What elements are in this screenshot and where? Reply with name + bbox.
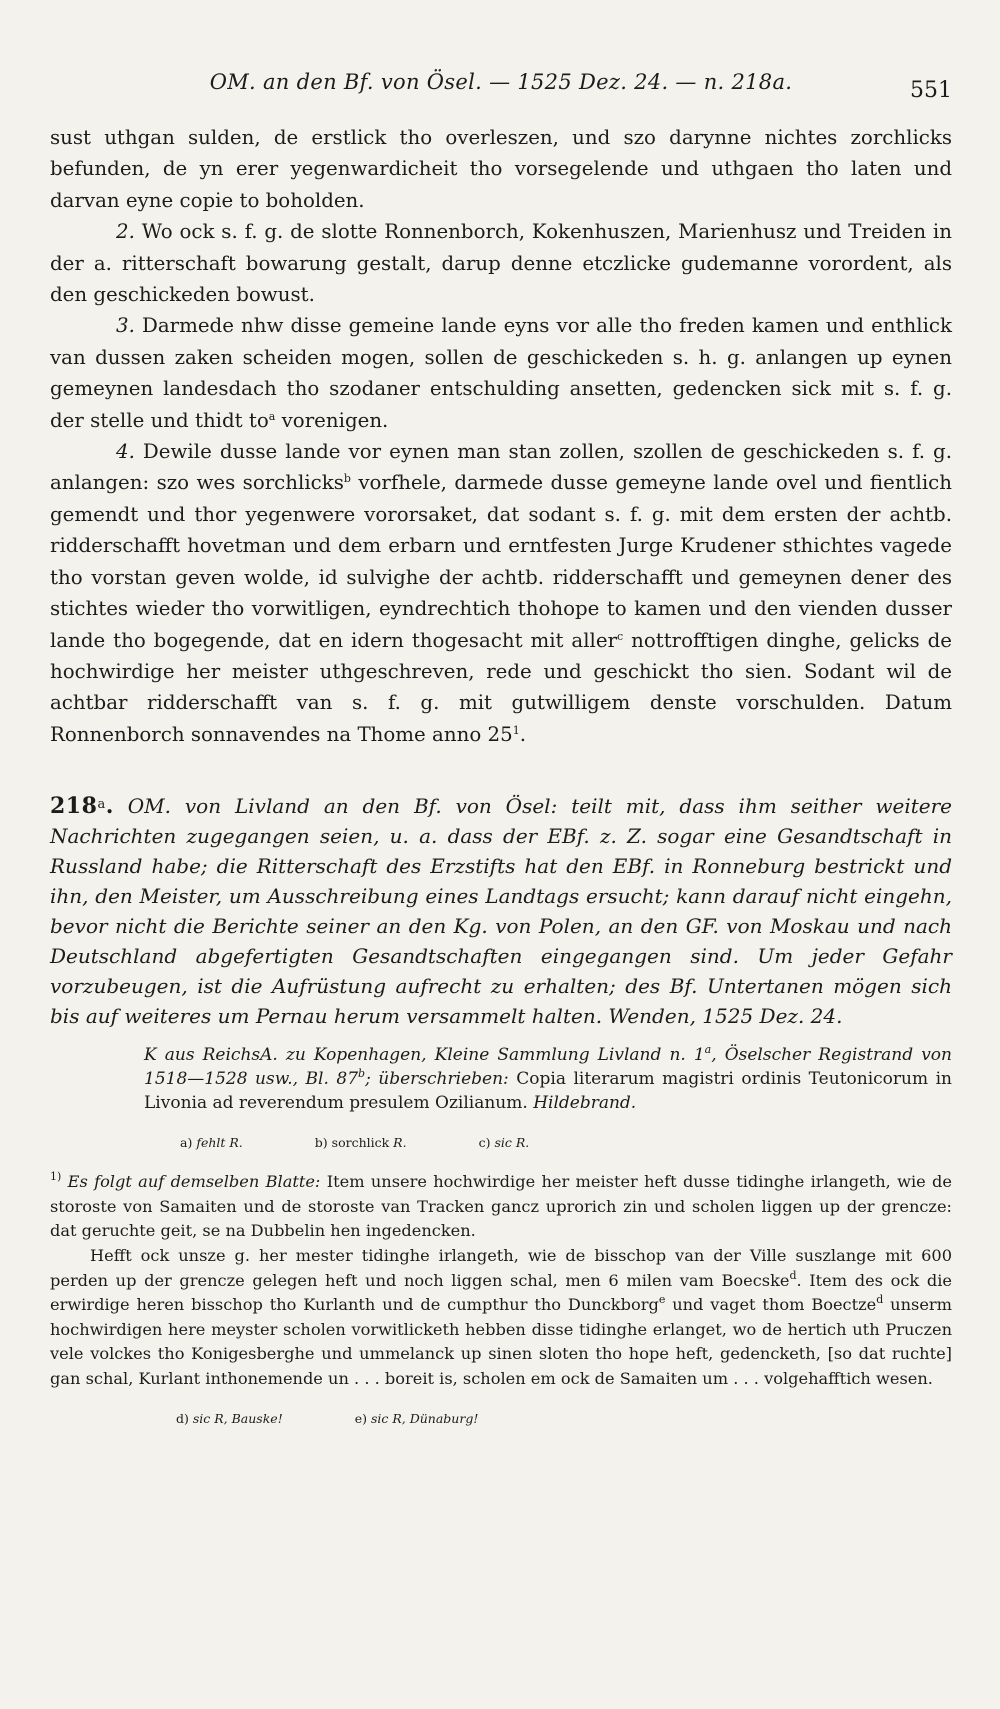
source-sup: a [704,1042,712,1056]
note-marker-b: b [343,472,351,486]
note-b [315,1135,407,1150]
paragraph-4 [50,436,952,750]
source-sup: b [358,1066,366,1080]
paragraph-text: vorfhele, darmede dusse gemeyne lande ovel und fientlich gemendt und thor yegenwere vororsaket, dat sodant s. f. g. mit dem ersten der achtb. ridderschafft hovetman und dem erbarn und erntfesten Jurge Krudener sthichtes vagede tho vorstan geven wolde, id sulvighe der achtb. ridderschafft und gemeynen dener des stichtes wieder tho vorwitligen, eyndrechtich thohope to kamen und den vienden dusser lande tho bogegende, dat en idern thogesacht mit aller [50,471,952,652]
document-heading [50,791,952,1031]
note-label: d) [176,1411,189,1427]
note-label: e) [354,1411,367,1427]
footnote-paragraph [50,1244,952,1392]
footnote-text: unserm hochwirdigen here meyster scholen vorwitlicketh hebben disse tidinghe erlanget, wo de hertich uth Pruczen vele volckes tho Konigesberghe und ummelanck up sinen sloten tho hope heft, gedencketh, [so dat ruchte] gan schal, Kurlant inthonemende un . . . boreit is, scholen em ock de Samaiten um . . . volgehafftich wesen. [50,1295,952,1388]
note-marker-a: a [268,409,276,423]
paragraph-end: . [519,722,526,746]
main-text [50,122,952,750]
paragraph-text: Wo ock s. f. g. de slotte Ronnenborch, Kokenhuszen, Marienhusz und Treiden in der a. ritterschaft bowarung gestalt, darup denne etczlicke gudemanne vorordent, als den geschickeden bowust. [50,220,952,307]
note-text: sic R, Bauske! [192,1411,283,1427]
note-e [355,1411,479,1426]
footnote-number: 1) [50,1169,62,1183]
running-title: OM. an den Bf. von Ösel. — 1525 Dez. 24. — n. 218a. [209,70,793,94]
paragraph-number: 2. [116,220,135,244]
paragraph-number: 4. [116,440,135,464]
note-label: c) [478,1135,491,1151]
textual-notes-de [176,1411,952,1426]
footnote-paragraph [50,1170,952,1244]
paragraph-text: vorenigen. [275,408,389,432]
note-text: fehlt R. [196,1135,243,1151]
footnote-lead: Es folgt auf demselben Blatte: [67,1172,321,1192]
document-number-suffix: a [97,796,106,812]
source-heading-label: ; überschrieben: [365,1069,509,1090]
note-label: a) [180,1135,193,1151]
document-number-text: 218 [50,793,98,820]
paragraph-text: Darmede nhw disse gemeine lande eyns vor alle tho freden kamen und enthlick van dussen zaken scheiden mogen, sollen de geschickeden s. h. g. anlangen up eynen gemeynen landesdach tho szodaner entschulding ansetten, gedencken sick mit s. f. g. der stelle und thidt to [50,314,953,432]
running-header [50,60,952,103]
note-a [180,1135,243,1150]
note-marker-d: d [876,1292,884,1306]
continuation-text: sust uthgan sulden, de erstlick tho overleszen, und szo darynne nichtes zorchlicks befunden, de yn erer yegenwardicheit tho vorsegelende und uthgaen tho laten und darvan eyne copie to boholden. [50,126,952,212]
footnote-1 [50,1170,952,1391]
note-d [176,1411,283,1426]
note-marker-d: d [789,1268,797,1282]
paragraph-text: Dewile dusse lande vor eynen man stan zollen, szollen de geschickeden s. f. g. anlangen: szo wes sorchlicks [50,440,952,495]
note-marker-c: c [617,629,624,643]
note-text: R. [393,1135,407,1151]
paragraph-number: 3. [116,314,135,338]
source-note [144,1043,952,1115]
paragraph-3 [50,310,952,436]
document-number-dot: . [105,793,114,820]
footnote-marker-1: 1 [512,723,520,737]
note-text: sic R. [494,1135,530,1151]
book-page [50,60,952,1426]
note-marker-e: e [658,1292,666,1306]
document-number [50,793,114,819]
note-c [479,1135,530,1150]
source-archive: K aus ReichsA. zu Kopenhagen, Kleine Sammlung Livland n. 1 [144,1045,705,1066]
footnote-text: . Item des ock die erwirdige heren bisschop tho Kurlanth und de cumpthur tho Dunckborg [50,1270,952,1315]
note-text: sic R, Dünaburg! [370,1411,479,1427]
footnote-text: und vaget thom Boectze [665,1295,877,1315]
note-label: b) sorchlick [314,1135,390,1151]
source-editor: Hildebrand. [533,1093,637,1114]
document-summary: OM. von Livland an den Bf. von Ösel: teilt mit, dass ihm seither weitere Nachrichten zugegangen seien, u. a. dass der EBf. z. Z. sogar eine Gesandtschaft in Russland habe; die Ritterschaft des Erzstifts hat den EBf. in Ronneburg bestrickt und ihn, den Meister, um Ausschreibung eines Landtags ersucht; kann darauf nicht eingehn, bevor nicht die Berichte seiner an den Kg. von Polen, an den GF. von Moskau und nach Deutschland abgefertigten Gesandtschaften eingegangen sind. Um jeder Gefahr vorzubeugen, ist die Aufrüstung aufrecht zu erhalten; des Bf. Untertanen mögen sich bis auf weiteres um Pernau herum versammelt halten. Wenden, 1525 Dez. 24. [50,794,953,1029]
paragraph-text: nottrofftigen dinghe, gelicks de hochwirdige her meister uthgeschreven, rede und geschickt tho sien. Sodant wil de achtbar ridderschafft van s. f. g. mit gutwilligem denste vorschulden. Datum Ronnenborch sonnavendes na Thome anno 25 [50,628,952,746]
paragraph-continuation [50,122,952,216]
footnote-text: Hefft ock unsze g. her mester tidinghe irlangeth, wie de bisschop van der Ville suszlange mit 600 perden up der grencze gelegen heft und noch liggen schal, men 6 milen vam Boecske [50,1245,952,1290]
textual-notes-abc [180,1135,952,1150]
source-registrand: , Öselscher Registrand von 1518—1528 usw., Bl. 87 [144,1045,952,1090]
footnote-text: Item unsere hochwirdige her meister heft dusse tidinghe irlangeth, wie de storoste von Samaiten und de storoste van Tracken gancz uprorich zin und scholen liggen up der grencze: dat geruchte geit, se na Dubbelin hen ingedencken. [50,1172,952,1241]
source-latin-heading: Copia literarum magistri ordinis Teutonicorum in Livonia ad reverendum presulem Ozilianum. [144,1069,952,1114]
page-number: 551 [910,78,952,103]
paragraph-2 [50,216,952,310]
